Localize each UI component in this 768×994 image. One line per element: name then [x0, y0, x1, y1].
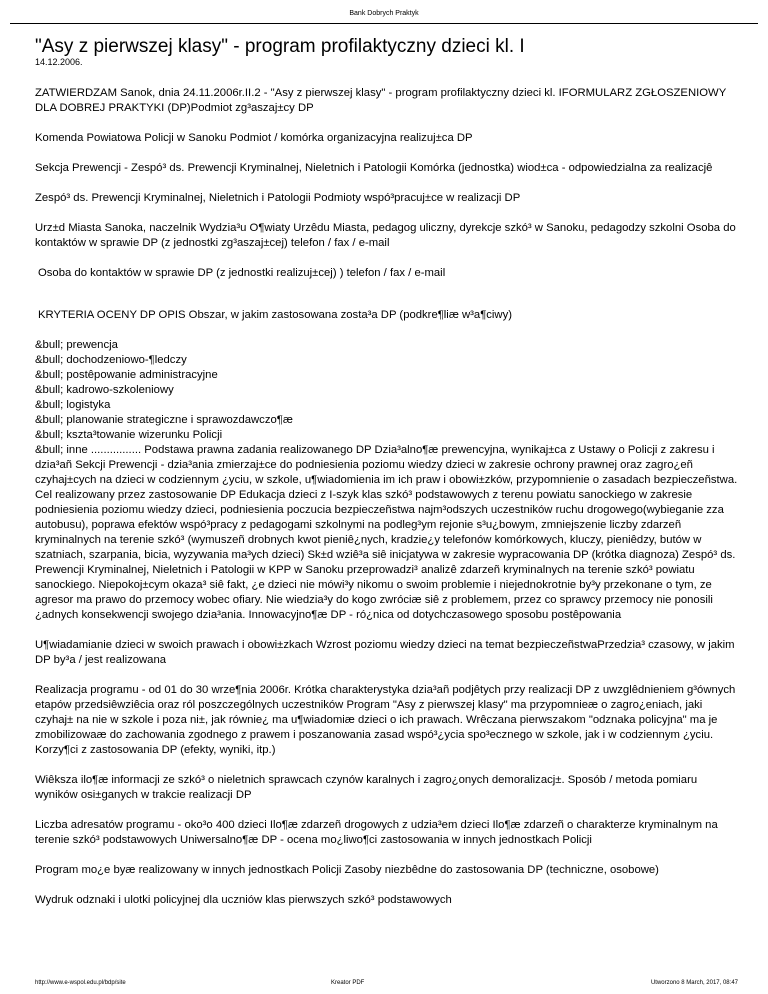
footer-created-date: Utworzono 8 March, 2017, 08:47 [650, 980, 738, 986]
header-divider [10, 23, 758, 24]
document-date: 14.12.2006. [35, 57, 83, 67]
paragraph-contact-reporting: Urz±d Miasta Sanoka, naczelnik Wydzia³u O¶wiaty Urzêdu Miasta, pedagog uliczny, dyrekcje szkó³ w Sanoku, pedagodzy szkolni Osoba do kontaktów w sprawie DP (z jednostki zg³aszaj±cej) telefon / fax / e-mail [35, 222, 736, 249]
paragraph-universality: Program mo¿e byæ realizowany w innych jednostkach Policji Zasoby niezbêdne do zastosowania DP (techniczne, osobowe) [35, 864, 659, 876]
footer-url[interactable]: http://www.e-wspol.edu.pl/bdp/site [35, 980, 126, 986]
paragraph-approval: ZATWIERDZAM Sanok, dnia 24.11.2006r.II.2 - "Asy z pierwszej klasy" - program profilaktyczny dzieci kl. IFORMULARZ ZGŁOSZENIOWY DLA DOBREJ PRAKTYKI (DP)Podmiot zg³aszaj±cy DP [35, 87, 727, 114]
paragraph-innovation: U¶wiadamianie dzieci w swoich prawach i obowi±zkach Wzrost poziomu wiedzy dzieci na temat bezpieczeñstwaPrzedzia³ czasowy, w jakim DP by³a / jest realizowana [35, 639, 735, 666]
paragraph-cooperating-entities: Zespó³ ds. Prewencji Kryminalnej, Nieletnich i Patologii Podmioty wspó³pracuj±ce w realizacji DP [35, 192, 521, 204]
list-item: &bull; kszta³towanie wizerunku Policji [35, 429, 223, 441]
paragraph-resources: Wydruk odznaki i ulotki policyjnej dla uczniów klas pierwszych szkó³ podstawowych [35, 894, 452, 906]
paragraph-contact-implementing: Osoba do kontaktów w sprawie DP (z jednostki realizuj±cej) ) telefon / fax / e-mail [38, 267, 446, 279]
page-header [0, 10, 768, 17]
document-body [35, 86, 738, 923]
footer-creator: Kreator PDF [331, 980, 365, 986]
document-title: "Asy z pierwszej klasy" - program profilaktyczny dzieci kl. I [35, 36, 525, 57]
site-name: Bank Dobrych Praktyk [349, 10, 419, 17]
list-item: &bull; logistyka [35, 399, 111, 411]
list-item: &bull; planowanie strategiczne i sprawozdawczo¶æ [35, 414, 293, 426]
area-list [35, 338, 738, 443]
paragraph-implementation: Realizacja programu - od 01 do 30 wrze¶nia 2006r. Krótka charakterystyka dzia³añ podjêtych przy realizacji DP z uwzglêdnieniem g³ównych etapów przedsiêwziêcia oraz ról poszczególnych uczestników Program "Asy z pierwszej klasy" ma przypomnieæ o zagro¿eniach, jaki czyhaj± na nie w szkole i poza ni±, jak równie¿ ma u¶wiadomiæ dzieci o ich prawach. Wrêczana pierwszakom "odznaka policyjna" ma je zmobilizowaæ do zachowania zgodnego z prawem i poszanowania zasad wspó³¿ycia spo³ecznego w szkole, jak i w codziennym ¿yciu. Korzy¶ci z zastosowania DP (efekty, wyniki, itp.) [35, 684, 736, 756]
paragraph-criteria: KRYTERIA OCENY DP OPIS Obszar, w jakim zastosowana zosta³a DP (podkre¶liæ w³a¶ciwy) [38, 309, 512, 321]
paragraph-description: &bull; inne ................ Podstawa prawna zadania realizowanego DP Dzia³alno¶æ prewencyjna, wynikaj±ca z Ustawy o Policji z zakresu i dzia³añ Sekcji Prewencji - dzia³ania zmierzaj±ce do podniesienia poziomu wiedzy dzieci w zakresie ochrony prawnej oraz zagro¿eñ czyhaj±cych na dzieci w codziennym ¿yciu, w szkole, u¶wiadomienia im ich praw i obowi±zków, przypomnienie o zasadach bezpieczeñstwa. Cel realizowany przez zastosowanie DP Edukacja dzieci z I-szyk klas szkó³ podstawowych z terenu powiatu sanockiego w zakresie podniesienia poziomu wiedzy dzieci, podniesienia poczucia bezpieczeñstwa najm³odszych uczestników ruchu drogowego(wybieganie zza autobusu), poprawa efektów wspó³pracy z pedagogami szkolnymi na podleg³ym rejonie s³u¿bowym, zmniejszenie liczby zdarzeñ kryminalnych na terenie szkó³ (wymuszeñ drobnych kwot pieniê¿nych, kradzie¿y telefonów komórkowych, kluczy, pieniêdzy, butów w szatniach, szarpania, bicia, wyzywania ma³ych dzieci) Sk±d wziê³a siê inicjatywa w zakresie wypracowania DP (krótka diagnoza) Zespó³ ds. Prewencji Kryminalnej, Nieletnich i Patologii w KPP w Sanoku przeprowadzi³ analizê zdarzeñ kryminalnych na terenie szkó³ powiatu sanockiego. Niepokoj±cym okaza³ siê fakt, ¿e dzieci nie mówi³y nikomu o swoim problemie i niejednokrotnie by³y przekonane o tym, ze agresor ma prawo do przemocy wobec ofiary. Nie wiedzia³y do kogo zwróciæ siê z problemem, przez co sprawcy przemocy nie ponosili ¿adnych konsekwencji swojego dzia³ania. Innowacyjno¶æ DP - ró¿nica od dotychczasowego sposobu postêpowania [35, 444, 738, 621]
list-item: &bull; prewencja [35, 339, 118, 351]
list-item: &bull; postêpowanie administracyjne [35, 369, 218, 381]
paragraph-benefits: Wiêksza ilo¶æ informacji ze szkó³ o nieletnich sprawcach czynów karalnych i zagro¿onych demoralizacj±. Sposób / metoda pomiaru wyników osi±ganych w trakcie realizacji DP [35, 774, 698, 801]
paragraph-measurement: Liczba adresatów programu - oko³o 400 dzieci Ilo¶æ zdarzeñ drogowych z udzia³em dzieci Ilo¶æ zdarzeñ o charakterze kryminalnym na terenie szkó³ podstawowych Uniwersalno¶æ DP - ocena mo¿liwo¶ci zastosowania w innych jednostkach Policji [35, 819, 718, 846]
paragraph-leading-unit: Sekcja Prewencji - Zespó³ ds. Prewencji Kryminalnej, Nieletnich i Patologii Komórka (jednostka) wiod±ca - odpowiedzialna za realizacjê [35, 162, 713, 174]
paragraph-reporting-unit: Komenda Powiatowa Policji w Sanoku Podmiot / komórka organizacyjna realizuj±ca DP [35, 132, 473, 144]
list-item: &bull; kadrowo-szkoleniowy [35, 384, 174, 396]
list-item: &bull; dochodzeniowo-¶ledczy [35, 354, 187, 366]
